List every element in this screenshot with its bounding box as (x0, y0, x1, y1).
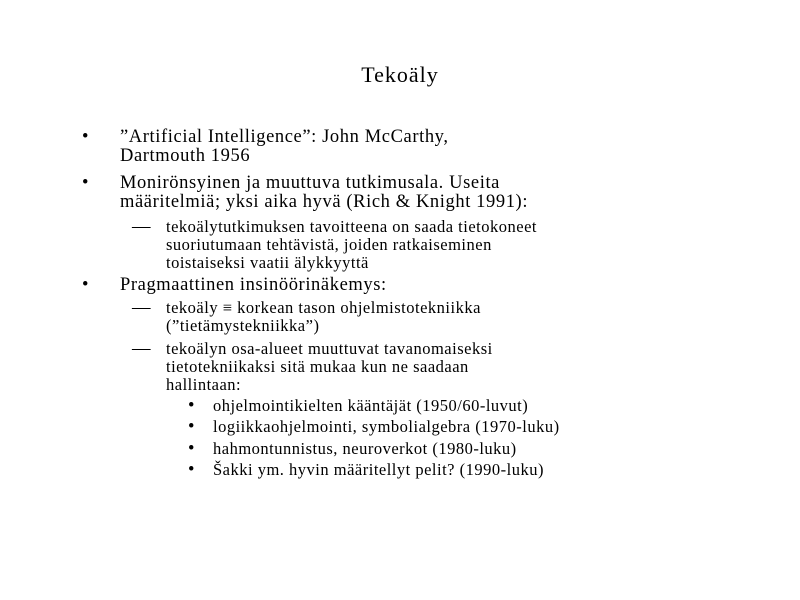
bullet-marker: • (82, 173, 90, 193)
sub-sub-bullet-item (188, 440, 517, 458)
bullet-marker: • (188, 439, 196, 459)
bullet-text: ”Artificial Intelligence”: John McCarthy, Dartmouth 1956 (120, 127, 449, 166)
sub-bullet-item (132, 299, 481, 335)
bullet-marker: • (82, 127, 90, 147)
bullet-item (82, 174, 528, 212)
bullet-item (82, 276, 387, 295)
sub-bullet-text: tekoälyn osa-alueet muuttuvat tavanomaiseksi tietotekniikaksi sitä mukaa kun ne saadaan hallintaan: (166, 339, 493, 394)
sub-sub-bullet-text: hahmontunnistus, neuroverkot (1980-luku) (213, 439, 517, 458)
bullet-marker: • (188, 396, 196, 416)
sub-sub-bullet-text: ohjelmointikielten kääntäjät (1950/60-luvut) (213, 396, 529, 415)
sub-bullet-item (132, 340, 493, 394)
sub-sub-bullet-text: Šakki ym. hyvin määritellyt pelit? (1990-luku) (213, 460, 544, 479)
bullet-marker: • (188, 417, 196, 437)
dash-marker: — (132, 298, 152, 318)
sub-sub-bullet-text: logiikkaohjelmointi, symbolialgebra (1970-luku) (213, 417, 560, 436)
sub-sub-bullet-item (188, 397, 528, 415)
slide-title: Tekoäly (361, 62, 439, 87)
dash-marker: — (132, 339, 152, 359)
sub-bullet-text: tekoäly ≡ korkean tason ohjelmistotekniikka (”tietämystekniikka”) (166, 298, 481, 335)
sub-sub-bullet-item (188, 418, 560, 436)
sub-bullet-item (132, 218, 537, 272)
bullet-text: Monirönsyinen ja muuttuva tutkimusala. Useita määritelmiä; yksi aika hyvä (Rich & Knight 1991): (120, 173, 529, 212)
bullet-text: Pragmaattinen insinöörinäkemys: (120, 275, 387, 295)
bullet-item (82, 128, 449, 166)
dash-marker: — (132, 217, 152, 237)
sub-bullet-text: tekoälytutkimuksen tavoitteena on saada tietokoneet suoriutumaan tehtävistä, joiden ratkaiseminen toistaiseksi vaatii älykkyyttä (166, 217, 537, 272)
bullet-marker: • (82, 275, 90, 295)
sub-sub-bullet-item (188, 461, 544, 479)
bullet-marker: • (188, 460, 196, 480)
